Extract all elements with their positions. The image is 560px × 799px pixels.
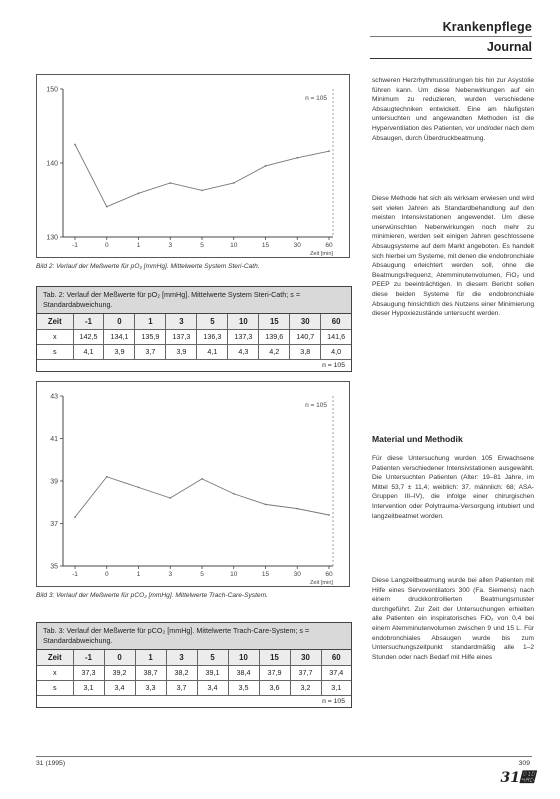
x-tick-label: 3	[168, 571, 173, 578]
col-header: 0	[104, 314, 135, 329]
data-point	[233, 182, 235, 184]
x-tick-label: 5	[200, 571, 204, 578]
table-cell: 3,4	[197, 680, 228, 695]
x-tick-label: 1	[136, 571, 141, 578]
data-point	[106, 206, 108, 208]
x-tick-label: 10	[230, 242, 238, 249]
data-point	[233, 493, 235, 495]
col-header: 3	[166, 650, 197, 665]
table-cell: 37,4	[321, 665, 351, 680]
y-tick-label: 41	[50, 436, 58, 443]
table-po2-grid	[37, 314, 351, 371]
table-cell: 137,3	[166, 329, 197, 344]
col-header: Zeit	[37, 314, 73, 329]
col-header: 15	[259, 650, 290, 665]
table-row	[37, 344, 351, 359]
data-point	[74, 144, 76, 146]
table-cell: 4,0	[321, 344, 351, 359]
series-line	[75, 145, 329, 207]
x-tick-label: 0	[104, 571, 109, 578]
x-tick-label: 30	[293, 242, 301, 249]
section-heading-material: Material und Methodik	[372, 434, 463, 444]
table-footer-row	[37, 359, 351, 371]
table-header-row	[37, 314, 351, 329]
table-cell: 3,2	[290, 680, 321, 695]
table-cell: 4,1	[197, 344, 228, 359]
table-cell: 3,8	[290, 344, 321, 359]
table-cell: 4,2	[259, 344, 290, 359]
y-tick-label: 37	[50, 521, 58, 528]
journal-title: Krankenpflege	[442, 20, 532, 34]
table-cell: 3,9	[104, 344, 135, 359]
table-po2	[36, 286, 352, 372]
data-point	[328, 514, 330, 516]
data-point	[201, 478, 203, 480]
col-header: 5	[197, 650, 228, 665]
table-header-row	[37, 650, 351, 665]
table-cell: 4,1	[73, 344, 104, 359]
table-footer-row	[37, 695, 351, 707]
y-tick-label: 130	[46, 234, 58, 242]
x-tick-label: -1	[72, 242, 78, 249]
data-point	[106, 476, 108, 478]
data-point	[265, 165, 267, 167]
col-header: 30	[290, 314, 321, 329]
data-point	[296, 508, 298, 510]
table-row	[37, 329, 351, 344]
table-cell: 3,6	[259, 680, 290, 695]
x-tick-label: 15	[261, 242, 270, 249]
y-tick-label: 39	[50, 478, 58, 486]
caption-bild-2: Bild 2: Verlauf der Meßwerte für pO₂ [mmHg]. Mittelwerte System Steri-Cath.	[36, 263, 260, 270]
table-cell: 3,9	[166, 344, 197, 359]
col-header: 3	[166, 314, 197, 329]
x-tick-label: -1	[72, 571, 78, 578]
table-cell: 3,7	[135, 344, 166, 359]
chart-po2-svg	[37, 75, 351, 259]
table-cell: 39,1	[197, 665, 228, 680]
table-cell: 37,7	[290, 665, 321, 680]
chart-annotation-n: n = 105	[305, 402, 327, 409]
table-cell: 139,6	[259, 329, 290, 344]
table-cell: 136,3	[197, 329, 228, 344]
series-line	[75, 477, 329, 517]
data-point	[74, 516, 76, 518]
table-cell: 4,3	[228, 344, 259, 359]
header-top-rule	[370, 36, 532, 37]
x-tick-label: 3	[168, 242, 173, 249]
col-header: 15	[259, 314, 290, 329]
col-header: 10	[228, 650, 259, 665]
col-header: -1	[73, 650, 104, 665]
col-header: 30	[290, 650, 321, 665]
body-paragraph-4: Diese Langzeitbeatmung wurde bei allen Patienten mit Hilfe eines Servoventilators 300 (Fa. Siemens) nach einem druckkontrollierten Beatmungsmuster durchgeführt. Zur Zeit der Untersuchungen erhielten alle Patienten ein inspiratorisches FiO₂ von 0,4 bei einem Atemminutenvolumen zwischen 9 und 15 L. Für endobronchiales Absaugen wurde bis zum Untersuchungszeitpunkt standardmäßig alle 1–2 Stunden oder nach Bedarf mit Hilfe eines	[372, 577, 534, 661]
table-cell: 3,7	[166, 680, 197, 695]
x-tick-label: 15	[261, 571, 270, 578]
table-cell: 3,4	[104, 680, 135, 695]
body-paragraph-3: Für diese Untersuchung wurden 105 Erwachsene Patienten verschiedener Intensivstationen ausgewählt. Die Untersuchten Patienten (Alter: 19–81 Jahre, im Mittel 53,7 ± 11,4; weiblich: 37, männlich: 68; ASA-Gruppen III–IV), die infolge einer chirurgischen Intervention oder Polytrauma-Versorgung intubiert und langzeitbeatmet worden.	[372, 455, 534, 520]
table-cell: 135,9	[135, 329, 166, 344]
col-header: 60	[321, 650, 351, 665]
x-axis-unit: Zeit [min]	[309, 580, 333, 586]
x-tick-label: 60	[325, 571, 333, 578]
table-cell: 39,2	[104, 665, 135, 680]
chart-po2	[36, 74, 350, 258]
col-header: 1	[135, 314, 166, 329]
table-cell: s	[37, 344, 73, 359]
table-cell: 141,6	[321, 329, 351, 344]
table-cell: x	[37, 329, 73, 344]
table-cell: 142,5	[73, 329, 104, 344]
data-point	[169, 497, 171, 499]
col-header: 60	[321, 314, 351, 329]
table-cell: 38,7	[135, 665, 166, 680]
y-tick-label: 150	[46, 86, 58, 94]
table-cell: 3,1	[73, 680, 104, 695]
data-point	[138, 486, 140, 488]
col-header: 5	[197, 314, 228, 329]
col-header: 1	[135, 650, 166, 665]
x-tick-label: 60	[325, 242, 333, 249]
data-point	[328, 150, 330, 152]
x-tick-label: 10	[230, 571, 238, 578]
col-header: -1	[73, 314, 104, 329]
table-po2-title: Tab. 2: Verlauf der Meßwerte für pO₂ [mmHg]. Mittelwerte System Steri-Cath; s = Standardabweichung.	[37, 287, 351, 314]
table-cell: 37,9	[259, 665, 290, 680]
chart-pco2-svg	[37, 382, 351, 588]
x-tick-label: 0	[104, 242, 109, 249]
table-cell: 37,3	[73, 665, 104, 680]
table-row	[37, 680, 351, 695]
y-tick-label: 35	[50, 563, 58, 571]
col-header: 10	[228, 314, 259, 329]
journal-subtitle: Journal	[486, 40, 532, 54]
table-cell: 3,3	[135, 680, 166, 695]
x-tick-label: 30	[293, 571, 301, 578]
caption-bild-3: Bild 3: Verlauf der Meßwerte für pCO₂ [mmHg]. Mittelwerte Trach-Care-System.	[36, 592, 268, 599]
header-rule	[370, 58, 532, 59]
body-paragraph-2: Diese Methode hat sich als wirksam erwiesen und wird seit vielen Jahren als Standardbehandlung auf den meisten Intensivstationen angewendet. Um diese unerwünschten Nebenwirkungen noch mehr zu minimieren, werden seit einigen Jahren geschlossene Absaugsysteme auf dem Markt angeboten. Es handelt sich hierbei um Systeme, mit denen die endobronchiale Absaugung erleichtert werden soll, ohne die Beatmungsfrequenz, Atemminutenvolumen, FiO₂ und PEEP zu beeinträchtigen. In diesem Bericht sollen diese beiden Systeme für die endobronchiale Absaugung hinsichtlich des Nutzens einer Minimierung dieser Hypoxiezustände untersucht werden.	[372, 195, 535, 318]
table-cell: 134,1	[104, 329, 135, 344]
body-paragraph-1: schweren Herzrhythmusstörungen bis hin zur Asystolie führen kann. Um diese Nebenwirkungen auf ein Minimum zu reduzieren, wurden verschiedene Absaugtechniken entwickelt. Eine am häufigsten untersuchten und angewandten Methoden ist die Hyperventilation des Patienten, vor und/oder nach dem Absaugen, durch Überdruckbeatmung.	[372, 77, 534, 142]
col-header: Zeit	[37, 650, 73, 665]
table-cell: 38,2	[166, 665, 197, 680]
table-cell: 3,1	[321, 680, 351, 695]
chart-pco2	[36, 381, 350, 587]
x-axis-unit: Zeit [min]	[309, 251, 333, 257]
table-cell: 3,5	[228, 680, 259, 695]
table-cell: 137,3	[228, 329, 259, 344]
footer-rule	[36, 756, 532, 757]
table-row	[37, 665, 351, 680]
data-point	[265, 503, 267, 505]
table-cell: 38,4	[228, 665, 259, 680]
footer-issue: 31 (1995)	[36, 760, 66, 767]
x-tick-label: 1	[136, 242, 141, 249]
y-tick-label: 140	[46, 160, 58, 168]
y-tick-label: 43	[50, 393, 58, 401]
col-header: 0	[104, 650, 135, 665]
table-cell: 140,7	[290, 329, 321, 344]
table-cell: s	[37, 680, 73, 695]
table-pco2-grid	[37, 650, 351, 707]
handwritten-mark: 31𝒭	[500, 770, 534, 786]
data-point	[201, 189, 203, 191]
data-point	[296, 157, 298, 159]
table-footer-n: n = 105	[322, 697, 345, 705]
table-pco2	[36, 622, 352, 708]
table-pco2-title: Tab. 3: Verlauf der Meßwerte für pCO₂ [mmHg]. Mittelwerte Trach-Care-System; s = Standardabweichung.	[37, 623, 351, 650]
x-tick-label: 5	[200, 242, 204, 249]
table-footer-n: n = 105	[322, 361, 345, 369]
chart-annotation-n: n = 105	[305, 95, 327, 102]
data-point	[169, 182, 171, 184]
data-point	[138, 192, 140, 194]
table-cell: x	[37, 665, 73, 680]
page-number: 309	[518, 760, 530, 767]
